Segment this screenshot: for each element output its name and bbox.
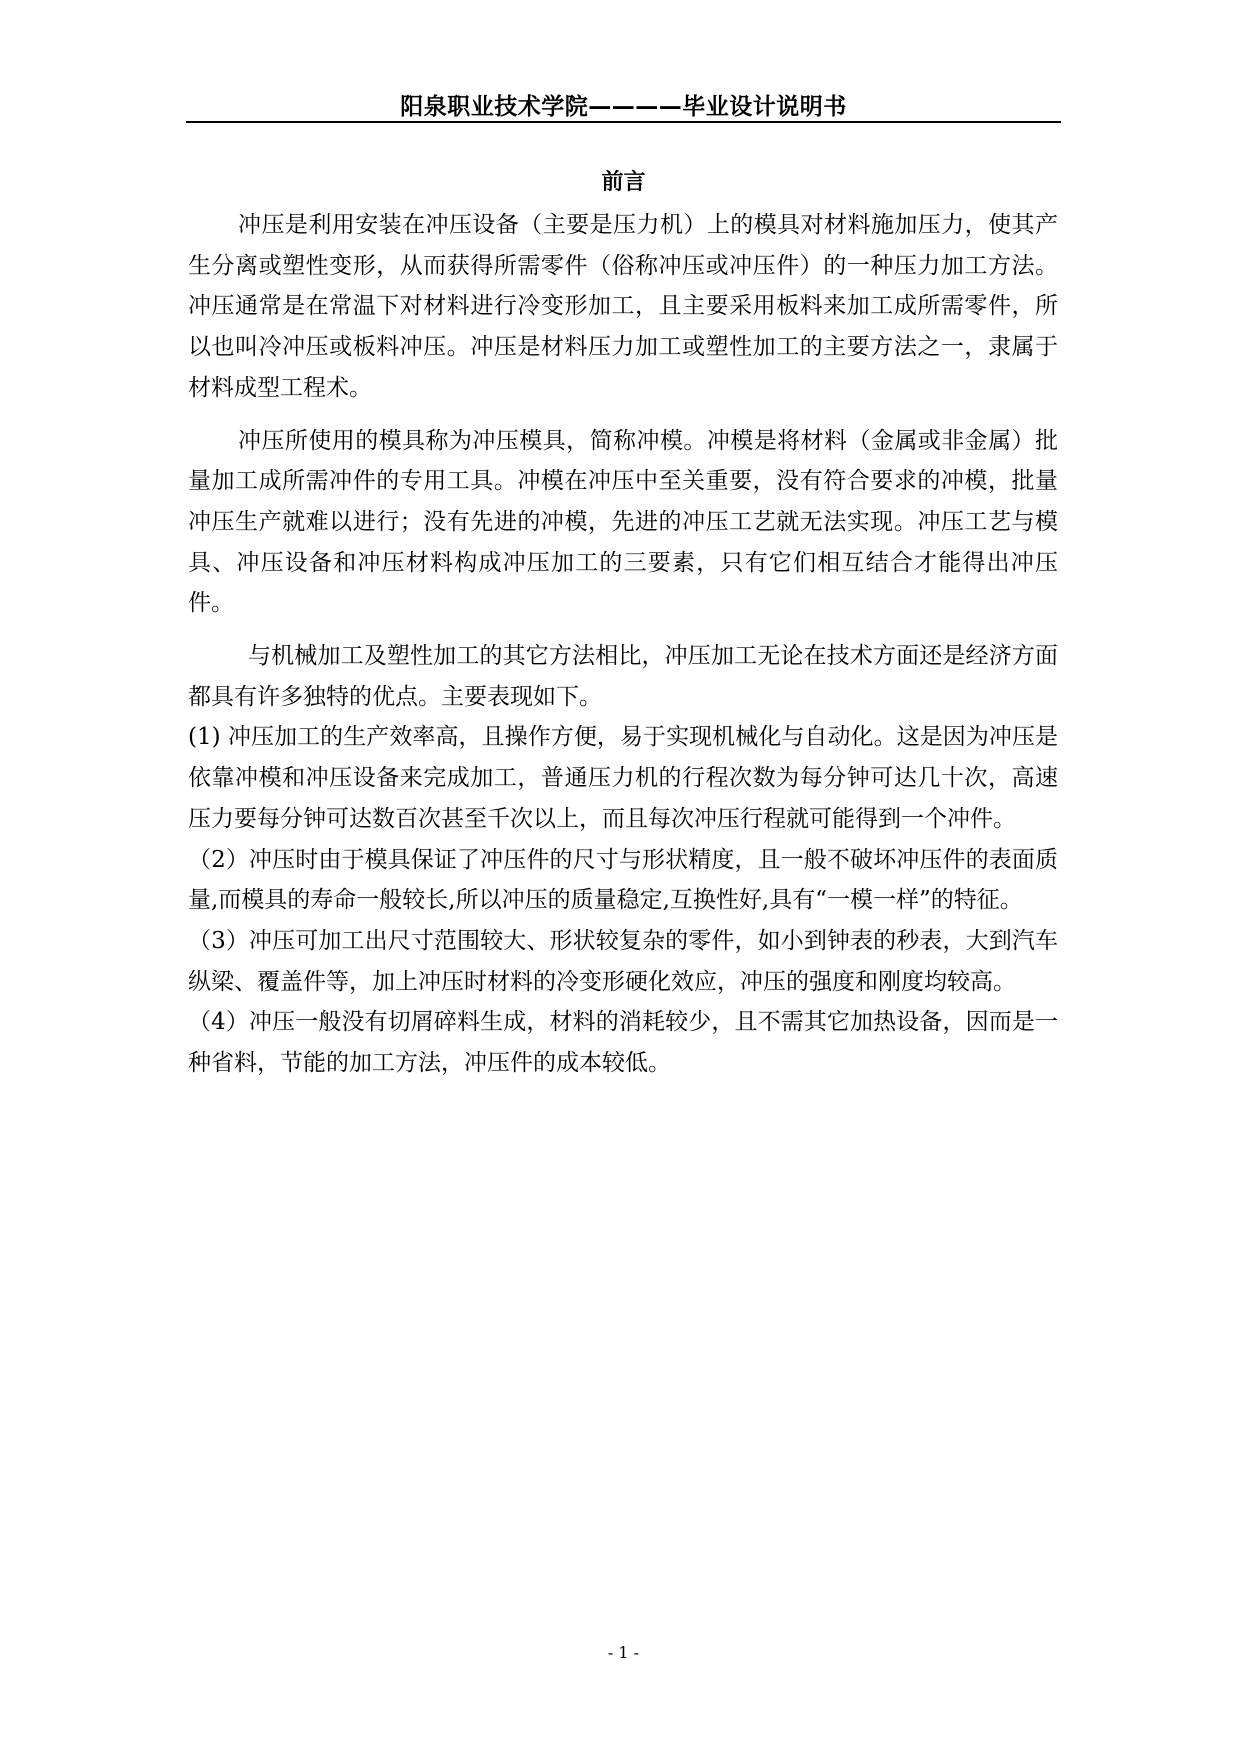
page-header: 阳泉职业技术学院————毕业设计说明书 xyxy=(400,94,847,120)
paragraph-intro: 冲压是利用安装在冲压设备（主要是压力机）上的模具对材料施加压力，使其产生分离或塑性变形，从而获得所需零件（俗称冲压或冲压件）的一种压力加工方法。冲压通常是在常温下对材料进行冷变形加工，且主要采用板料来加工成所需零件，所以也叫冷冲压或板料冲压。冲压是材料压力加工或塑性加工的主要方法之一，隶属于材料成型工程术。 xyxy=(188,212,1058,401)
section-title: 前言 xyxy=(601,170,646,195)
header-divider xyxy=(186,121,1061,123)
paragraph-advantages: 与机械加工及塑性加工的其它方法相比，冲压加工无论在技术方面还是经济方面都具有许多独特的优点。主要表现如下。 xyxy=(188,643,1058,710)
list-item-4: （4）冲压一般没有切屑碎料生成，材料的消耗较少，且不需其它加热设备，因而是一种省料，节能的加工方法，冲压件的成本较低。 xyxy=(188,1009,1058,1077)
list-item-1: (1) 冲压加工的生产效率高，且操作方便，易于实现机械化与自动化。这是因为冲压是依靠冲模和冲压设备来完成加工，普通压力机的行程次数为每分钟可达几十次，高速压力要每分钟可达数百次甚至千次以上，而且每次冲压行程就可能得到一个冲件。 xyxy=(188,724,1058,832)
body-text xyxy=(188,205,1058,1084)
page-number: - 1 - xyxy=(607,1643,640,1662)
list-item-3: （3）冲压可加工出尺寸范围较大、形状较复杂的零件，如小到钟表的秒表，大到汽车纵梁、覆盖件等，加上冲压时材料的冷变形硬化效应，冲压的强度和刚度均较高。 xyxy=(188,927,1058,995)
paragraph-dies: 冲压所使用的模具称为冲压模具，简称冲模。冲模是将材料（金属或非金属）批量加工成所需冲件的专用工具。冲模在冲压中至关重要，没有符合要求的冲模，批量冲压生产就难以进行；没有先进的冲模，先进的冲压工艺就无法实现。冲压工艺与模具、冲压设备和冲压材料构成冲压加工的三要素，只有它们相互结合才能得出冲压件。 xyxy=(188,427,1058,617)
list-item-2: （2）冲压时由于模具保证了冲压件的尺寸与形状精度，且一般不破坏冲压件的表面质量,而模具的寿命一般较长,所以冲压的质量稳定,互换性好,具有“一模一样”的特征。 xyxy=(188,846,1058,914)
